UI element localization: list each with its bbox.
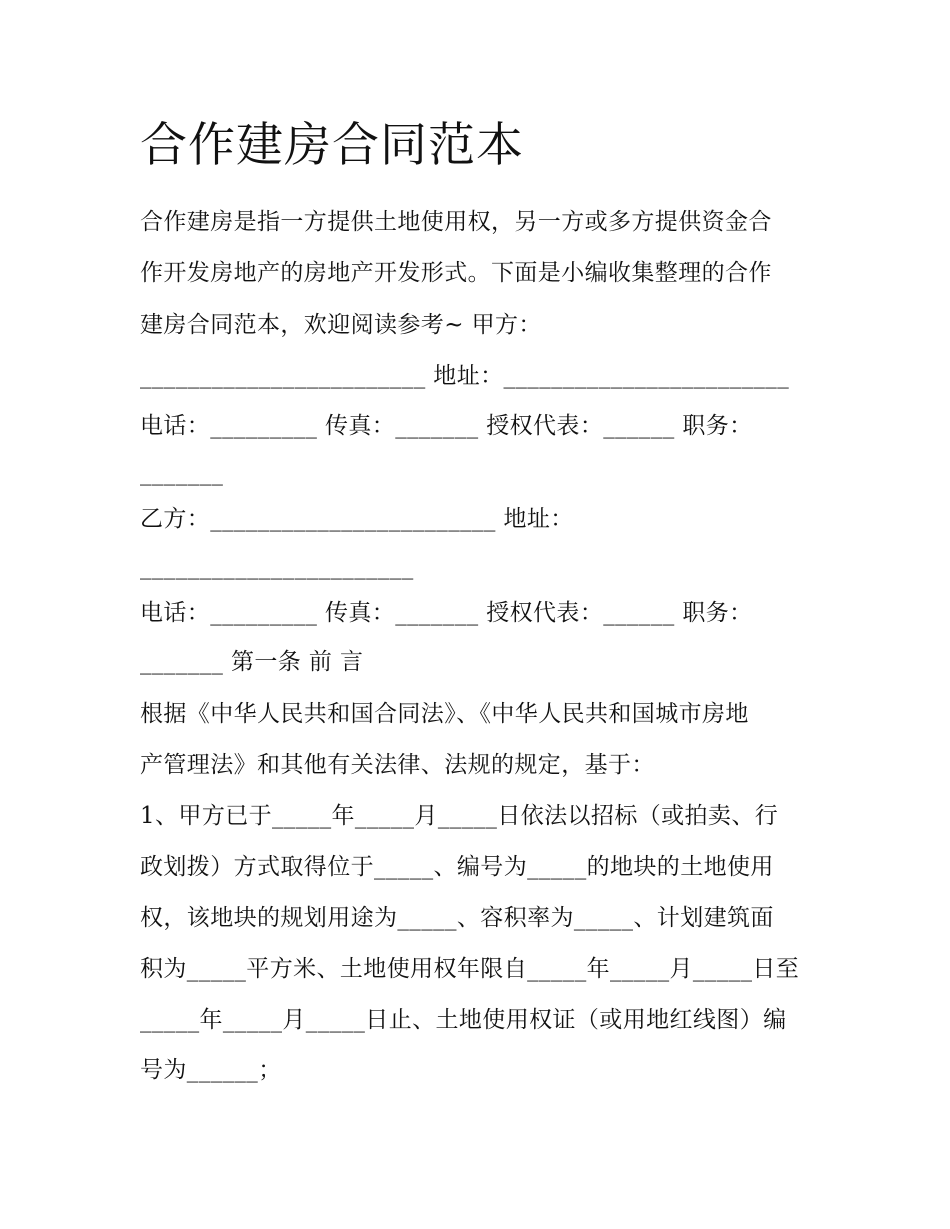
text-line-4: ________________________ 地址：________________________ [140, 363, 790, 389]
text-line-16: 积为_____平方米、土地使用权年限自_____年_____月_____日至 [140, 956, 800, 982]
text-line-1: 合作建房是指一方提供土地使用权，另一方或多方提供资金合 [140, 209, 772, 235]
text-line-8: _______________________ [140, 554, 414, 580]
text-line-3: 建房合同范本，欢迎阅读参考~ 甲方： [140, 312, 542, 338]
text-line-17: _____年_____月_____日止、土地使用权证（或用地红线图）编 [140, 1007, 787, 1033]
text-line-6: _______ [140, 460, 224, 486]
document-title: 合作建房合同范本 [140, 118, 524, 173]
text-line-18: 号为______； [140, 1057, 282, 1083]
text-line-15: 权，该地块的规划用途为_____、容积率为_____、计划建筑面 [140, 905, 774, 931]
text-line-5: 电话：_________ 传真：_______ 授权代表：______ 职务： [140, 413, 753, 439]
text-line-9: 电话：_________ 传真：_______ 授权代表：______ 职务： [140, 600, 753, 626]
text-line-13: 1、甲方已于_____年_____月_____日依法以招标（或拍卖、行 [140, 803, 779, 829]
text-line-11: 根据《中华人民共和国合同法》、《中华人民共和国城市房地 [140, 701, 749, 727]
text-line-7: 乙方：________________________ 地址： [140, 506, 574, 532]
text-line-14: 政划拨）方式取得位于_____、编号为_____的地块的土地使用 [140, 854, 774, 880]
text-line-2: 作开发房地产的房地产开发形式。下面是小编收集整理的合作 [140, 260, 772, 286]
text-line-10: _______ 第一条 前 言 [140, 649, 364, 675]
text-line-12: 产管理法》和其他有关法律、法规的规定，基于： [140, 752, 655, 778]
